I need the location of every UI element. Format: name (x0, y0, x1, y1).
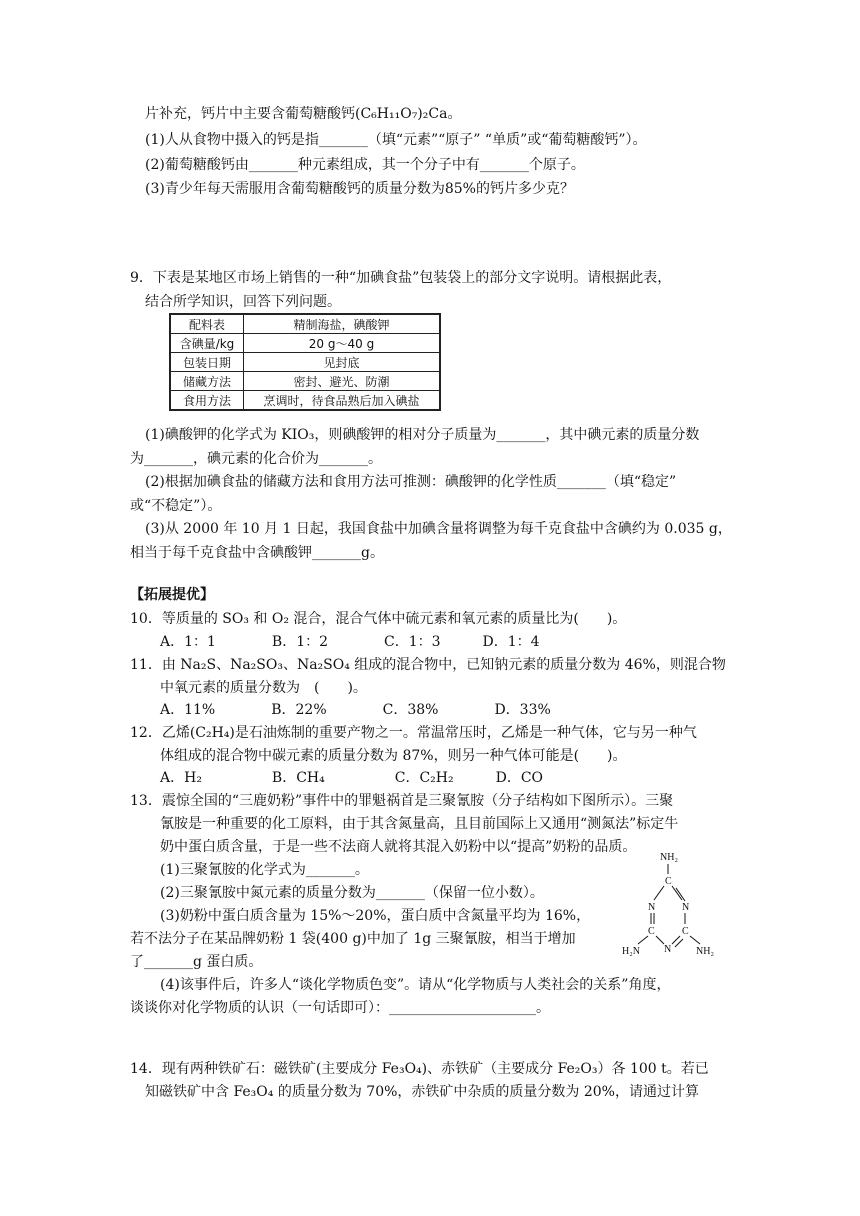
table-key-cell: 储藏方法 (170, 372, 244, 391)
table-value-cell: 密封、避光、防潮 (244, 372, 441, 391)
table-row (170, 391, 440, 411)
carbon-atom: C (665, 876, 672, 887)
text-line: (1)碘酸钾的化学式为 KIO₃，则碘酸钾的相对分子质量为_______，其中碘元素的质量分数 (145, 427, 700, 443)
question-11-options: A．11% B．22% C．38% D．33% (160, 702, 551, 718)
table-value-cell: 见封底 (244, 353, 441, 372)
bond (690, 936, 700, 944)
table-key-cell: 包装日期 (170, 353, 244, 372)
question-13: 奶中蛋白质含量，于是一些不法商人就将其混入奶粉中以“提高”奶粉的品质。 (160, 839, 637, 855)
melamine-structure-diagram (620, 848, 730, 958)
table-row (170, 314, 440, 334)
bond (676, 888, 685, 901)
question-14: 14．现有两种铁矿石：磁铁矿(主要成分 Fe₃O₄)、赤铁矿（主要成分 Fe₂O₃）各 100 t。若已 (130, 1061, 709, 1077)
question-13-part-2: (2)三聚氰胺中氮元素的质量分数为_______（保留一位小数）。 (160, 885, 544, 901)
amino-group-top: NH₂ (660, 852, 678, 863)
question-13-part-3: 若不法分子在某品牌奶粉 1 袋(400 g)中加了 1g 三聚氰胺，相当于增加 (130, 931, 576, 947)
carbon-atom: C (682, 926, 689, 937)
section-heading: 【拓展提优】 (130, 587, 214, 603)
question-13-part-4: (4)该事件后，许多人“谈化学物质色变”。请从“化学物质与人类社会的关系”角度， (160, 977, 671, 993)
bond (656, 936, 664, 944)
nitrogen-atom: N (664, 944, 672, 955)
text-line: 片补充，钙片中主要含葡萄糖酸钙(C₆H₁₁O₇)₂Ca。 (145, 106, 462, 122)
question-13: 氰胺是一种重要的化工原料，由于其含氮量高，且目前国际上又通用“测氮法”标定牛 (160, 816, 679, 832)
amino-group-left: H₂N (622, 946, 640, 957)
text-line: 为_______，碘元素的化合价为_______。 (130, 451, 382, 467)
question-9-stem: 9．下表是某地区市场上销售的一种“加碘食盐”包装袋上的部分文字说明。请根据此表， (130, 270, 672, 286)
question-11: 11．由 Na₂S、Na₂SO₃、Na₂SO₄ 组成的混合物中，已知钠元素的质量分数为 46%，则混合物 (130, 657, 726, 673)
question-13-part-4: 谈谈你对化学物质的认识（一句话即可）：_____________________。 (130, 1000, 550, 1016)
question-13-part-3: 了_______g 蛋白质。 (130, 954, 263, 970)
text-line: 或“不稳定”）。 (130, 498, 222, 514)
question-12: 体组成的混合物中碳元素的质量分数为 87%，则另一种气体可能是( )。 (160, 748, 627, 764)
question-11: 中氧元素的质量分数为 ( )。 (160, 680, 367, 696)
text-line: 相当于每千克食盐中含碘酸钾_______g。 (130, 545, 384, 561)
text-line: (2)葡萄糖酸钙由_______种元素组成，其一个分子中有_______个原子。 (145, 157, 585, 173)
nitrogen-atom: N (682, 902, 690, 913)
bond (672, 886, 682, 900)
bond (638, 936, 648, 944)
table-row (170, 353, 440, 372)
table-key-cell: 食用方法 (170, 391, 244, 411)
iodized-salt-label-table (169, 313, 441, 411)
amino-group-right: NH₂ (696, 946, 714, 957)
table-key-cell: 含碘量/kg (170, 334, 244, 353)
text-line: (3)从 2000 年 10 月 1 日起，我国食盐中加碘含量将调整为每千克食盐中含碘约为 0.035 g， (145, 521, 732, 537)
table-value-cell: 20 g～40 g (244, 334, 441, 353)
text-line: (3)青少年每天需服用含葡萄糖酸钙的质量分数为85%的钙片多少克？ (145, 181, 574, 197)
question-13-part-3: (3)奶粉中蛋白质含量为 15%～20%，蛋白质中含氮量平均为 16%， (160, 908, 591, 924)
table-key-cell: 配料表 (170, 314, 244, 334)
question-10: 10．等质量的 SO₃ 和 O₂ 混合，混合气体中硫元素和氧元素的质量比为( )。 (130, 611, 627, 627)
question-9-stem: 结合所学知识，回答下列问题。 (145, 294, 341, 310)
question-10-options: A．1：1 B．1：2 C．1：3 D．1：4 (160, 634, 540, 650)
question-12: 12．乙烯(C₂H₄)是石油炼制的重要产物之一。常温常压时，乙烯是一种气体，它与另一种气 (130, 725, 697, 741)
table-row (170, 372, 440, 391)
text-line: (1)人从食物中摄入的钙是指_______（填“元素”“原子” “单质”或“葡萄糖酸钙”）。 (145, 132, 647, 148)
table-value-cell: 精制海盐，碘酸钾 (244, 314, 441, 334)
question-13-part-1: (1)三聚氰胺的化学式为_______。 (160, 862, 369, 878)
text-line: (2)根据加碘食盐的储藏方法和食用方法可推测：碘酸钾的化学性质_______（填“稳定” (145, 474, 677, 490)
question-13: 13．震惊全国的“三鹿奶粉”事件中的罪魁祸首是三聚氰胺（分子结构如下图所示）。三聚 (130, 793, 674, 809)
bond (654, 886, 664, 900)
carbon-atom: C (648, 926, 655, 937)
table-value-cell: 烹调时，待食品熟后加入碘盐 (244, 391, 441, 411)
nitrogen-atom: N (648, 902, 656, 913)
question-14: 知磁铁矿中含 Fe₃O₄ 的质量分数为 70%，赤铁矿中杂质的质量分数为 20%，请通过计算 (145, 1084, 699, 1100)
question-12-options: A．H₂ B．CH₄ C．C₂H₂ D．CO (160, 770, 544, 786)
table-row (170, 334, 440, 353)
